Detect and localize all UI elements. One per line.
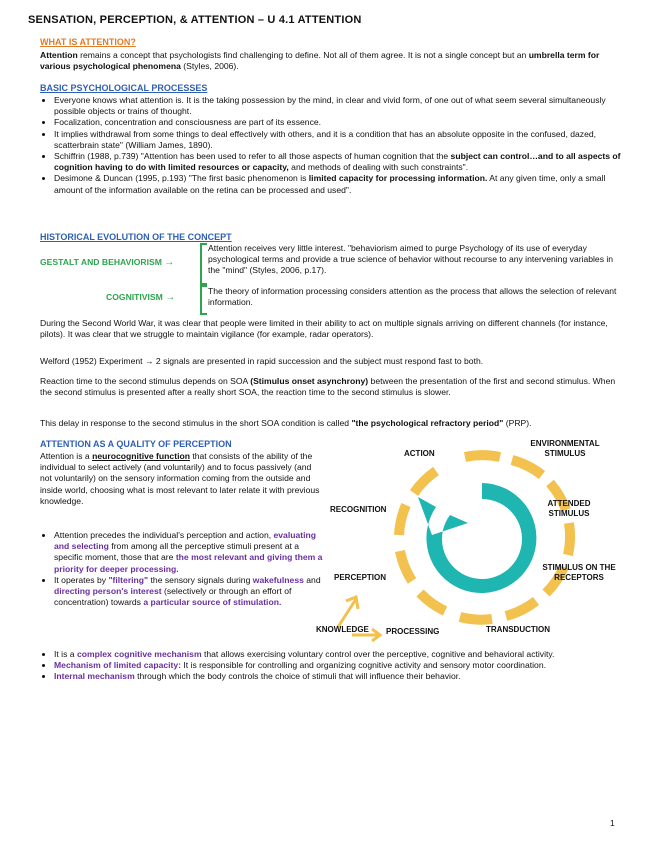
label-action: ACTION <box>404 449 435 458</box>
ring-seg-8 <box>420 593 445 611</box>
what-rest: remains a concept that psychologists find challenging to define. Not all of them agree. It is not a single concept but an <box>77 50 529 60</box>
cognitivism-text: The theory of information processing considers attention as the process that allows the selection of relevant information. <box>208 286 617 308</box>
basic-bullet-4: • Schiffrin (1988, p.739) "Attention has been used to refer to all those aspects of human cognition that the subject can control…and to all aspects of cognition having to do with limited resources or capacity, and methods of dealing with such constraints". <box>54 151 625 173</box>
basic-bullet-2: • Focalization, concentration and consciousness are part of its essence. <box>54 117 625 128</box>
quality-bullet-5: • Internal mechanism through which the body controls the choice of stimuli that will influence their behavior. <box>54 671 625 682</box>
welford-text: Welford (1952) Experiment → 2 signals are presented in rapid succession and the subject must respond fast to both. <box>40 356 484 366</box>
basic-bullet-3: • It implies withdrawal from some things to deal effectively with others, and it is a condition that has an absolute opposite in the confused, dazed, scatterbrain state" (William James, 1890). <box>54 129 625 151</box>
ww2-text: During the Second World War, it was clear that people were limited in their ability to act on multiple signals arriving on different channels (for instance, pilots). It was clear that we struggle to maintain vigilance (for example, radar operators). <box>40 318 608 340</box>
page-number: 1 <box>610 818 615 828</box>
what-paragraph <box>40 50 620 72</box>
what-bold: Attention <box>40 50 78 60</box>
quality-list <box>40 530 325 608</box>
what-end: (Styles, 2006). <box>180 61 239 72</box>
ring-seg-9 <box>400 551 412 581</box>
cognitivism-bracket <box>200 285 207 315</box>
label-recognition: RECOGNITION <box>330 505 387 514</box>
ring-seg-10 <box>399 505 406 535</box>
ring-seg-4 <box>568 523 570 555</box>
quality-list-full <box>40 649 625 683</box>
page-title: SENSATION, PERCEPTION, & ATTENTION – U 4.1 ATTENTION <box>28 14 362 26</box>
label-environmental: ENVIRONMENTAL STIMULUS <box>530 439 600 458</box>
ring-seg-11 <box>414 471 436 493</box>
what-heading: WHAT IS ATTENTION? <box>40 37 136 47</box>
ring-seg-2 <box>512 460 542 475</box>
basic-bullet-5: • Desimone & Duncan (1995, p.193) "The first basic phenomenon is limited capacity for processing information. At any given time, only a small amount of the information available on the retina can be processed and used". <box>54 173 625 195</box>
label-attended: ATTENDED STIMULUS <box>547 499 591 518</box>
label-transduction: TRANSDUCTION <box>486 625 550 634</box>
gestalt-label: GESTALT AND BEHAVIORISM → <box>40 257 175 268</box>
hist-heading: HISTORICAL EVOLUTION OF THE CONCEPT <box>40 232 232 242</box>
cycle-svg <box>330 435 630 647</box>
label-processing: PROCESSING <box>386 627 440 636</box>
label-perception: PERCEPTION <box>334 573 387 582</box>
quality-bullet-1: • Attention precedes the individual's perception and action, evaluating and selecting from among all the perceptive stimuli present at a specific moment, those that are the most relevant and giving them a priority for deeper processing. <box>54 530 325 575</box>
gestalt-text: Attention receives very little interest. "behaviorism aimed to purge Psychology of its use of everyday psychological terms and provide a true science of behavior without recourse to any intervening variables in the "mind" (Styles, 2006, p.17). <box>208 243 614 276</box>
rt-text: Reaction time to the second stimulus depends on SOA (Stimulus onset asynchrony) between the presentation of the first and second stimulus. When the second stimulus is presented after a really short SOA, the reaction time to the second stimulus is slower. <box>40 376 616 398</box>
perception-cycle-diagram <box>316 435 630 647</box>
quality-heading: ATTENTION AS A QUALITY OF PERCEPTION <box>40 439 232 449</box>
basic-list <box>40 95 625 196</box>
gestalt-bracket <box>200 243 207 285</box>
delay-text: This delay in response to the second stimulus in the short SOA condition is called "the psychological refractory period" (PRP). <box>40 418 532 428</box>
label-knowledge: KNOWLEDGE <box>316 625 369 634</box>
basic-bullet-1: • Everyone knows what attention is. It is the taking possession by the mind, in clear and vivid form, of one out of what seem several simultaneously possible objects or trains of thought. <box>54 95 625 117</box>
label-receptors: STIMULUS ON THE RECEPTORS <box>542 563 616 582</box>
quality-bullet-3: • It is a complex cognitive mechanism that allows exercising voluntary control over the perceptive, cognitive and behavioral activity. <box>54 649 625 660</box>
quality-bullet-4: • Mechanism of limited capacity: It is responsible for controlling and organizing cognitive activity and sensory motor coordination. <box>54 660 625 671</box>
what-bold2: umbrella term for various psychological phenomena <box>40 50 600 72</box>
center-arrow <box>418 483 536 593</box>
cycle-ring <box>399 455 570 620</box>
ring-seg-7 <box>460 617 492 620</box>
quality-paragraph: Attention is a neurocognitive function that consists of the ability of the individual to select actively (and voluntarily) and to focus passively (and not voluntarily) on the sensory information coming from the outside and inside world, choosing what is most relevant to later relate it with previous knowledge. <box>40 451 320 506</box>
ring-seg-1 <box>465 455 500 457</box>
basic-heading: BASIC PSYCHOLOGICAL PROCESSES <box>40 83 208 93</box>
quality-bullet-2: • It operates by "filtering" the sensory signals during wakefulness and directing person's interest (selectively or through an effort of concentration) towards a particular source of stimulation. <box>54 575 325 609</box>
ring-seg-6 <box>506 601 536 616</box>
cognitivism-label: COGNITIVISM → <box>106 292 176 303</box>
arrow-up <box>338 599 356 627</box>
